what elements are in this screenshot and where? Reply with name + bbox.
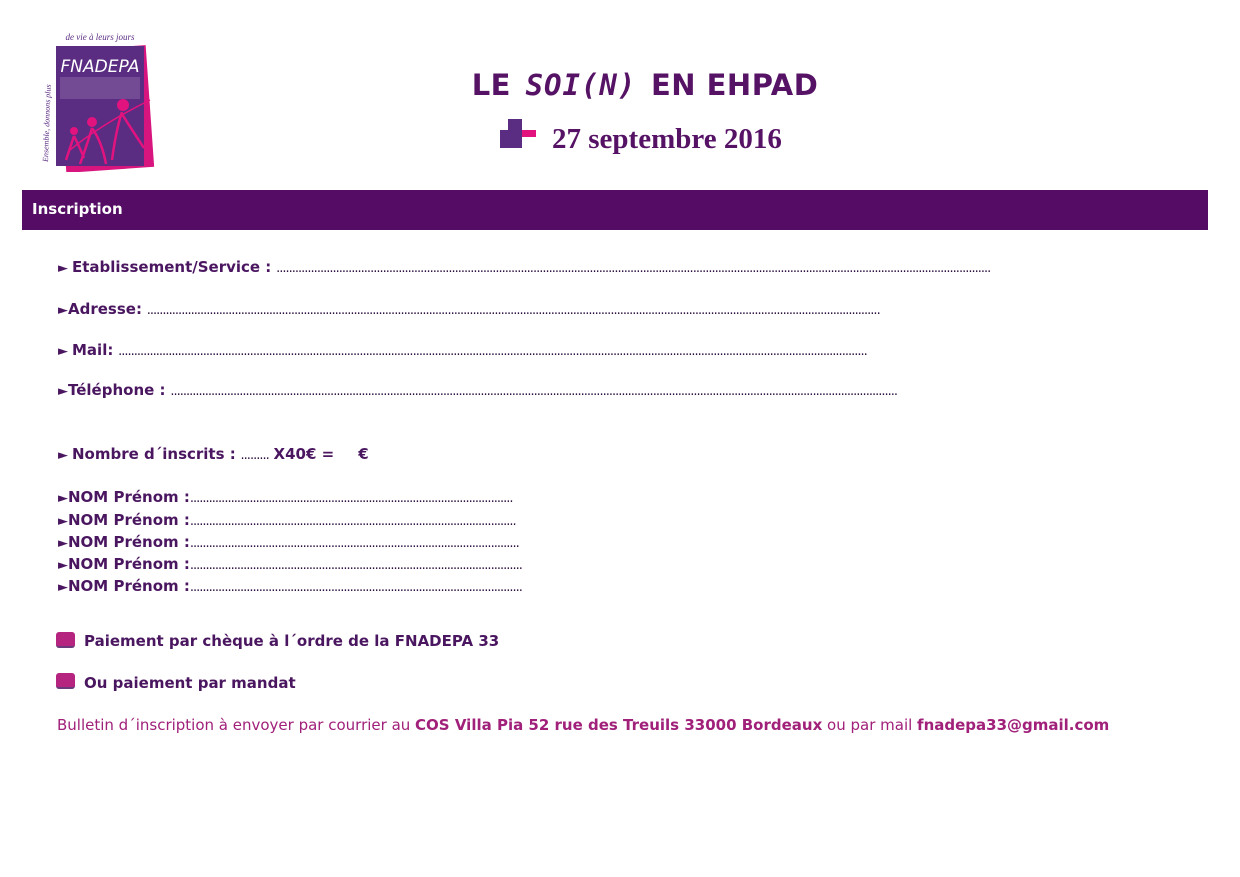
arrow-icon: ►: [58, 344, 68, 359]
event-date: 27 septembre 2016: [552, 123, 782, 155]
field-telephone[interactable]: [58, 381, 897, 399]
field-inscrits-multiplier: X40€ =: [273, 445, 335, 463]
field-mail-label: Mail:: [72, 341, 114, 359]
nom-prenom-label: NOM Prénom :: [68, 577, 190, 595]
title-part-ehpad: EN EHPAD: [640, 68, 819, 102]
field-adresse-dots[interactable]: ..........................................................................................................................................................................................................................................: [146, 303, 880, 318]
field-etablissement-label: Etablissement/Service :: [72, 258, 272, 276]
section-title: Inscription: [32, 200, 123, 218]
nom-prenom-label: NOM Prénom :: [68, 488, 190, 506]
event-title: [430, 68, 860, 102]
decorative-squares-icon: [500, 119, 536, 149]
field-etablissement[interactable]: [58, 258, 990, 276]
arrow-icon: ►: [58, 303, 68, 318]
payment-mandat-checkbox[interactable]: [56, 673, 75, 689]
arrow-icon: ►: [58, 536, 68, 551]
fnadepa-logo: [40, 30, 158, 172]
nom-prenom-dots[interactable]: .........................................................................................................: [189, 536, 519, 551]
payment-cheque-checkbox[interactable]: [56, 632, 75, 648]
field-nom-prenom-2[interactable]: [58, 511, 516, 529]
nom-prenom-label: NOM Prénom :: [68, 533, 190, 551]
section-header-bar: [22, 190, 1208, 230]
field-inscrits-dots[interactable]: .........: [240, 448, 269, 463]
field-nom-prenom-5[interactable]: [58, 577, 522, 595]
arrow-icon: ►: [58, 384, 68, 399]
field-adresse-label: Adresse:: [68, 300, 142, 318]
arrow-icon: ►: [58, 261, 68, 276]
logo-tagline-side: Ensemble, donnons plus: [41, 84, 53, 163]
footer-address: COS Villa Pia 52 rue des Treuils 33000 Bordeaux: [415, 716, 823, 734]
nom-prenom-label: NOM Prénom :: [68, 511, 190, 529]
nom-prenom-label: NOM Prénom :: [68, 555, 190, 573]
title-part-le: LE: [471, 68, 522, 102]
field-telephone-dots[interactable]: ........................................................................................................................................................................................................................................: [170, 384, 898, 399]
footer-instructions: [57, 716, 1109, 734]
logo-org-name: FNADEPA: [60, 57, 140, 77]
arrow-icon: ►: [58, 558, 68, 573]
footer-text-2: ou par mail: [822, 716, 918, 734]
footer-text-1: Bulletin d´inscription à envoyer par courrier au: [57, 716, 416, 734]
field-adresse[interactable]: [58, 300, 880, 318]
field-inscrits-label: Nombre d´inscrits :: [72, 445, 236, 463]
field-mail[interactable]: [58, 341, 867, 359]
field-etablissement-dots[interactable]: ....................................................................................................................................................................................................................................: [276, 261, 991, 276]
arrow-icon: ►: [58, 448, 68, 463]
nom-prenom-dots[interactable]: ..........................................................................................................: [189, 558, 522, 573]
field-nom-prenom-4[interactable]: [58, 555, 522, 573]
field-inscrits-currency: €: [358, 445, 369, 463]
field-telephone-label: Téléphone :: [68, 381, 166, 399]
footer-email-link[interactable]: fnadepa33@gmail.com: [917, 716, 1110, 734]
nom-prenom-dots[interactable]: ........................................................................................................: [189, 514, 516, 529]
arrow-icon: ►: [58, 580, 68, 595]
arrow-icon: ►: [58, 491, 68, 506]
nom-prenom-dots[interactable]: .......................................................................................................: [189, 491, 513, 506]
field-nombre-inscrits[interactable]: [58, 445, 369, 463]
field-nom-prenom-3[interactable]: [58, 533, 519, 551]
payment-mandat-label: Ou paiement par mandat: [84, 674, 296, 692]
field-mail-dots[interactable]: ...............................................................................................................................................................................................................................................: [118, 344, 867, 359]
field-nom-prenom-1[interactable]: [58, 488, 513, 506]
arrow-icon: ►: [58, 514, 68, 529]
nom-prenom-dots[interactable]: ..........................................................................................................: [189, 580, 522, 595]
title-part-soin: SOI(N): [525, 68, 637, 102]
logo-tagline-top: de vie à leurs jours: [65, 32, 135, 42]
payment-cheque-label: Paiement par chèque à l´ordre de la FNADEPA 33: [84, 632, 500, 650]
